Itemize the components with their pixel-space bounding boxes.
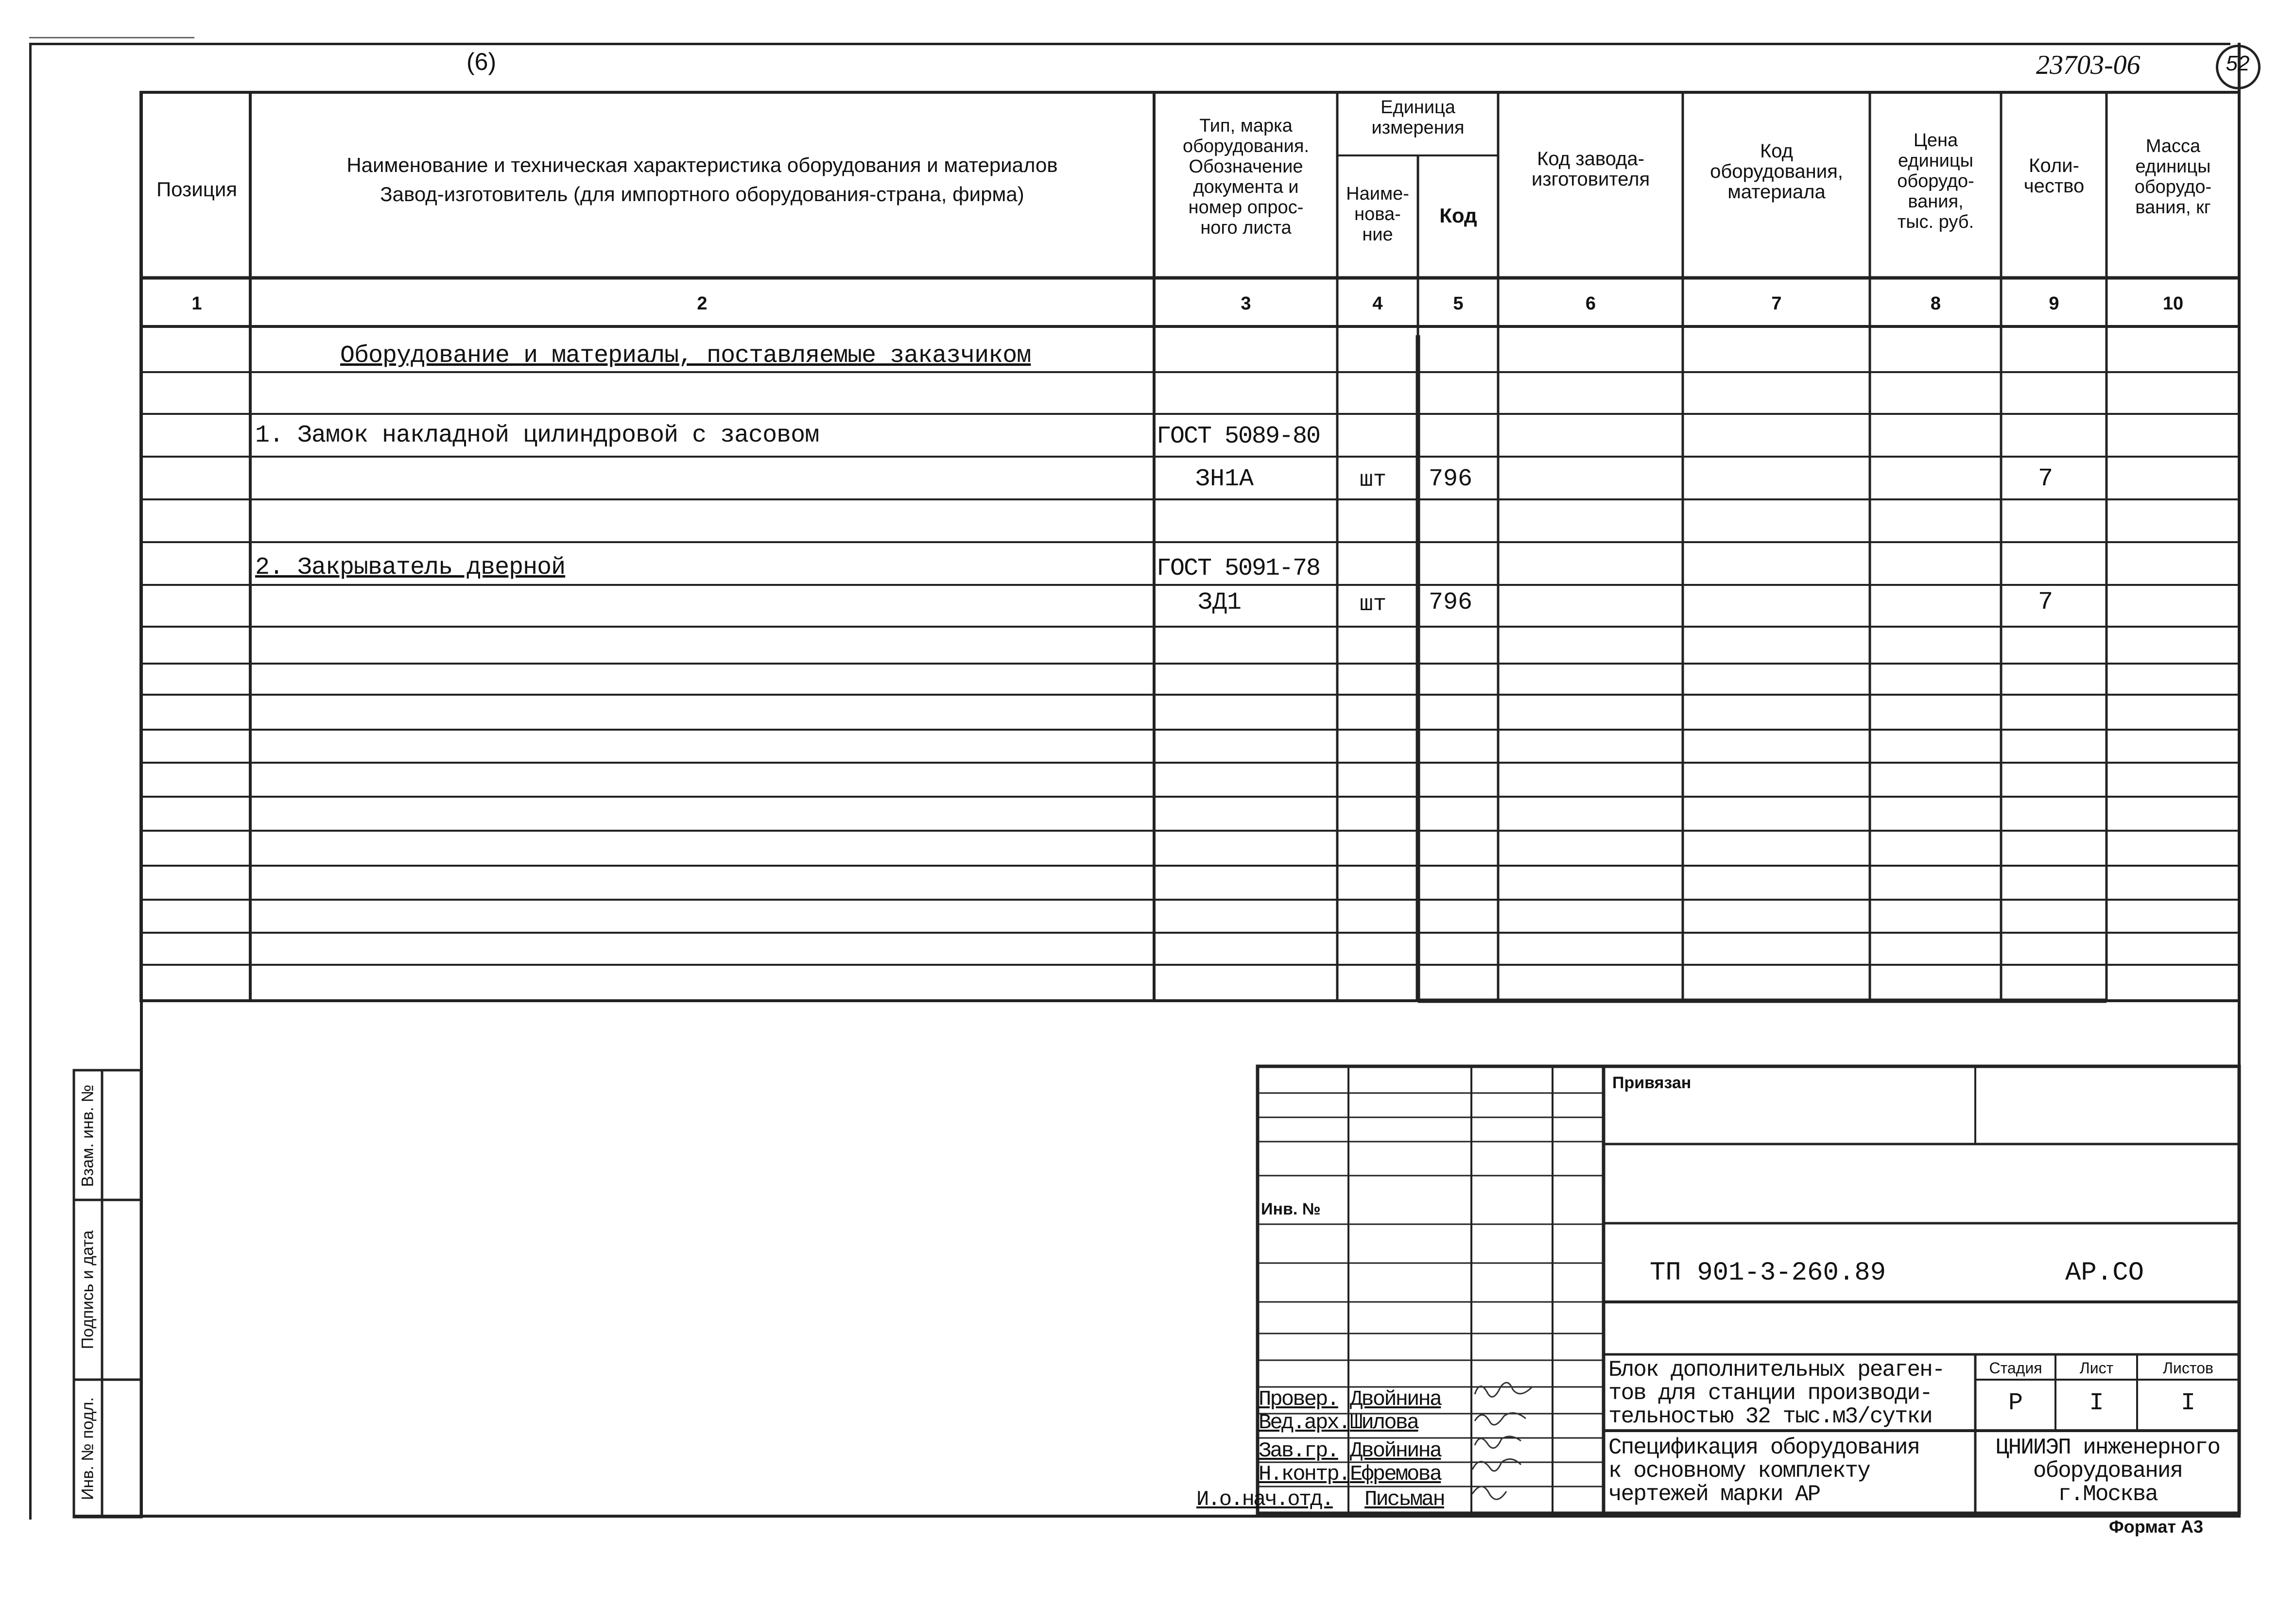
header-mass-line: оборудо- — [2134, 177, 2212, 197]
col-number: 10 — [2162, 293, 2184, 314]
project-title-line: тельностью 32 тыс.м3/сутки — [1608, 1404, 1932, 1429]
name-lead-architect: Шилова — [1350, 1411, 1418, 1435]
header-position: Позиция — [156, 178, 238, 201]
item-code: 796 — [1429, 589, 1473, 616]
header-mass-line: единицы — [2135, 156, 2211, 177]
role-group-head: Зав.гр. — [1259, 1439, 1338, 1463]
col-number: 1 — [191, 293, 202, 314]
sheet-value: I — [2089, 1389, 2104, 1417]
col-number: 9 — [2049, 293, 2059, 314]
stage-label: Стадия — [1989, 1359, 2042, 1377]
header-price-line: тыс. руб. — [1897, 212, 1974, 232]
item-name: 1. Замок накладной цилиндровой с засовом — [255, 422, 819, 449]
spec-title-line: чертежей марки АР — [1608, 1482, 1820, 1507]
header-type-line: Обозначение — [1189, 156, 1303, 177]
header-price-line: оборудо- — [1897, 171, 1974, 191]
signature — [1475, 1383, 1532, 1397]
name-department-head: Письман — [1364, 1487, 1444, 1512]
section-title: Оборудование и материалы, поставляемые заказчиком — [340, 342, 1031, 370]
header-equip-code-line: Код — [1760, 140, 1793, 162]
format-label: Формат А3 — [2109, 1517, 2204, 1537]
role-norm-control: Н.контр. — [1259, 1462, 1350, 1487]
header-qty-line: Коли- — [2029, 155, 2079, 176]
signature — [1475, 1413, 1526, 1425]
col-number: 8 — [1930, 293, 1941, 314]
sheets-value: I — [2180, 1389, 2195, 1417]
header-name-line1: Наименование и техническая характеристика оборудования и материалов — [346, 154, 1058, 176]
item-type: ЗД1 — [1198, 589, 1242, 616]
project-title-line: Блок дополнительных реаген- — [1608, 1357, 1945, 1383]
item-qty: 7 — [2038, 588, 2054, 616]
header-type-line: ного листа — [1200, 218, 1292, 238]
inv-label: Инв. № — [1261, 1200, 1321, 1218]
signature — [1475, 1436, 1521, 1448]
item-unit: шт — [1360, 592, 1387, 617]
spec-title-line: к основному комплекту — [1608, 1458, 1870, 1484]
header-unit-name-line: ние — [1362, 224, 1393, 245]
side-label-inv-original: Инв. № подл. — [78, 1397, 97, 1500]
role-department-head: И.о.нач.отд. — [1196, 1487, 1333, 1512]
header-name-line2: Завод-изготовитель (для импортного оборудования-страна, фирма) — [380, 183, 1024, 205]
organization-line: ЦНИИЭП инженерного — [1996, 1435, 2220, 1460]
col-number: 6 — [1585, 293, 1596, 314]
project-title-line: тов для станции производи- — [1608, 1381, 1932, 1406]
header-equip-code-line: материала — [1727, 181, 1826, 203]
signature — [1472, 1459, 1521, 1471]
side-label-replaced-inv: Взам. инв. № — [78, 1084, 97, 1187]
header-equip-code-line: оборудования, — [1710, 161, 1843, 182]
sheets-label: Листов — [2163, 1359, 2213, 1377]
stage-value: Р — [2008, 1389, 2023, 1417]
col-number: 7 — [1771, 293, 1782, 314]
side-label-signature-date: Подпись и дата — [78, 1230, 97, 1350]
name-group-head: Двойнина — [1350, 1439, 1441, 1463]
col-number: 3 — [1241, 293, 1251, 314]
page-number: 52 — [2226, 51, 2250, 75]
signature — [1472, 1487, 1506, 1499]
header-unit-code: Код — [1439, 204, 1477, 227]
header-unit-line: измерения — [1371, 118, 1465, 138]
role-checked: Провер. — [1259, 1387, 1338, 1412]
item-standard: ГОСТ 5089-80 — [1157, 423, 1320, 450]
role-lead-architect: Вед.арх. — [1259, 1411, 1350, 1435]
item-qty: 7 — [2038, 464, 2054, 493]
name-norm-control: Ефремова — [1350, 1462, 1441, 1487]
sheet-label: Лист — [2079, 1359, 2114, 1377]
col-number: 4 — [1372, 293, 1383, 314]
header-type-line: документа и — [1193, 177, 1299, 197]
spec-title-line: Спецификация оборудования — [1608, 1435, 1920, 1460]
organization-line: оборудования — [2033, 1458, 2183, 1484]
header-type-line: Тип, марка — [1199, 116, 1293, 136]
name-checked: Двойнина — [1350, 1387, 1441, 1412]
organization-line: г.Москва — [2058, 1482, 2158, 1507]
header-mass-line: вания, кг — [2135, 197, 2211, 218]
header-unit-line: Единица — [1381, 97, 1455, 118]
bound-label: Привязан — [1612, 1074, 1692, 1092]
document-number: 23703-06 — [2036, 50, 2141, 80]
document-mark: АР.СО — [2065, 1258, 2144, 1288]
header-factory-code-line: Код завода- — [1537, 148, 1644, 170]
item-type: ЗН1А — [1195, 465, 1254, 493]
col-number: 2 — [697, 293, 708, 314]
header-qty-line: чество — [2023, 175, 2085, 197]
header-type-line: номер опрос- — [1188, 197, 1304, 218]
header-unit-name-line: нова- — [1354, 204, 1401, 224]
header-price-line: вания, — [1908, 191, 1964, 212]
header-mass-line: Масса — [2145, 136, 2201, 156]
col-number: 5 — [1453, 293, 1464, 314]
header-type-line: оборудования. — [1182, 136, 1310, 156]
header-factory-code-line: изготовителя — [1531, 169, 1650, 190]
header-price-line: единицы — [1898, 151, 1973, 171]
item-unit: шт — [1360, 467, 1387, 493]
header-price-line: Цена — [1913, 130, 1958, 151]
header-unit-name-line: Наиме- — [1346, 184, 1409, 204]
item-name: 2. Закрыватель дверной — [255, 554, 566, 581]
item-code: 796 — [1429, 465, 1473, 493]
project-code: ТП 901-3-260.89 — [1650, 1258, 1886, 1288]
page-marker: (6) — [466, 48, 497, 75]
item-standard: ГОСТ 5091-78 — [1157, 555, 1320, 582]
